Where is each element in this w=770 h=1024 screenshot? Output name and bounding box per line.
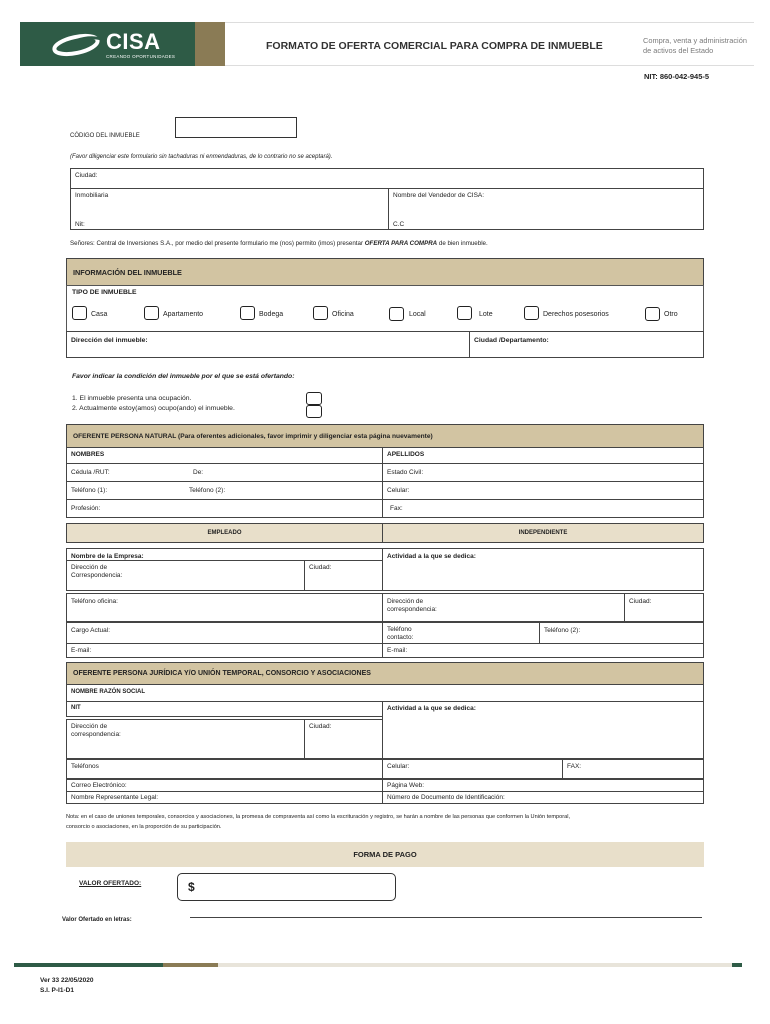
valor-ofertado-label: VALOR OFERTADO: [79, 880, 142, 887]
condicion-title: Favor indicar la condición del inmueble por el que se está ofertando: [72, 373, 295, 380]
empresa-label: Nombre de la Empresa: [71, 553, 144, 560]
vendedor-label: Nombre del Vendedor de CISA: [393, 192, 485, 199]
independiente-direccion-label-2: correspondencia: [387, 605, 437, 613]
local-checkbox[interactable] [389, 307, 404, 321]
forma-pago-title: FORMA DE PAGO [353, 850, 417, 859]
apartamento-label: Apartamento [163, 311, 204, 318]
profesion-field[interactable] [66, 499, 383, 518]
logo-block [20, 22, 195, 66]
documento-label: Número de Documento de Identificación: [387, 794, 505, 801]
telefono-contacto-label-1: Teléfono [387, 626, 412, 633]
actividad-field[interactable] [382, 548, 704, 591]
intro-part-1: Señores: Central de Inversiones S.A., por medio del presente formulario me (nos) permito (imos) presentar [70, 240, 365, 247]
otro-checkbox[interactable] [645, 307, 660, 321]
correo-label: Correo Electrónico: [71, 782, 127, 789]
condicion-opt1-label: 1. El inmueble presenta una ocupación. [72, 395, 192, 402]
slogan-line-1: Compra, venta y administración [643, 36, 747, 45]
inmobiliaria-nit-label: Nit: [75, 221, 85, 228]
cargo-field[interactable] [66, 622, 383, 644]
juridica-celular-field[interactable] [382, 759, 563, 779]
apellidos-field[interactable] [382, 447, 704, 464]
empleado-email-label: E-mail: [71, 647, 92, 654]
direccion-inmueble-label: Dirección del inmueble: [71, 337, 148, 344]
cargo-label: Cargo Actual: [71, 627, 111, 634]
independiente-email-label: E-mail: [387, 647, 408, 654]
juridica-celular-label: Celular: [387, 763, 410, 770]
footer-bar-end [732, 963, 742, 967]
ciudad-depto-field[interactable] [469, 331, 704, 358]
footer-bar-green [14, 963, 163, 967]
razon-social-field[interactable] [66, 684, 704, 702]
profesion-label: Profesión: [71, 505, 101, 512]
condicion-opt2-label: 2. Actualmente estoy(amos) ocupo(ando) el inmueble. [72, 405, 235, 412]
footer-code: S.I. P-I1-D1 [40, 987, 74, 994]
vendedor-field[interactable] [388, 188, 704, 230]
de-label: De: [193, 469, 204, 476]
header-title-area [225, 22, 635, 66]
telefono-oficina-field[interactable] [66, 593, 383, 622]
derechos-label: Derechos posesorios [543, 311, 609, 318]
codigo-label: CÓDIGO DEL INMUEBLE [70, 133, 140, 139]
empleado-direccion-label-2: Correspondencia: [71, 571, 123, 579]
juridica-telefonos-label: Teléfonos [71, 763, 99, 770]
valor-letras-label: Valor Ofertado en letras: [62, 917, 132, 923]
oficina-checkbox[interactable] [313, 306, 328, 320]
header-bar [20, 22, 754, 66]
representante-label: Nombre Representante Legal: [71, 794, 159, 801]
lote-label: Lote [479, 311, 493, 318]
razon-social-label: NOMBRE RAZÓN SOCIAL [71, 689, 145, 695]
juridica-ciudad-label: Ciudad: [309, 723, 332, 730]
tipo-inmueble-label: TIPO DE INMUEBLE [72, 289, 137, 296]
juridica-section-header [66, 662, 704, 685]
juridica-fax-field[interactable] [562, 759, 704, 779]
ciudad-field[interactable] [70, 168, 704, 189]
empleado-label: EMPLEADO [207, 530, 242, 536]
independiente-direccion-label-1: Dirección de [387, 598, 424, 605]
ciudad-depto-label: Ciudad /Departamento: [474, 337, 549, 344]
juridica-nit-label: NIT [71, 705, 81, 711]
natural-section-title: OFERENTE PERSONA NATURAL (Para oferentes adicionales, favor imprimir y diligenciar esta página nuevamente) [73, 432, 433, 440]
header-slogan [635, 22, 754, 66]
empleado-direccion-label-1: Dirección de [71, 564, 108, 571]
inmobiliaria-label: Inmobiliaria [75, 192, 109, 199]
juridica-actividad-label: Actividad a la que se dedica: [387, 705, 476, 712]
independiente-label: INDEPENDIENTE [518, 530, 568, 536]
casa-label: Casa [91, 311, 108, 318]
independiente-telefono2-field[interactable] [539, 622, 704, 644]
otro-label: Otro [664, 311, 678, 318]
juridica-ciudad-field[interactable] [304, 719, 383, 759]
fax-label: Fax: [390, 505, 403, 512]
juridica-nit-field[interactable] [66, 701, 383, 717]
intro-part-3: de bien inmueble. [437, 240, 488, 247]
ciudad-label: Ciudad: [75, 172, 98, 179]
footer-version: Ver 33 22/05/2020 [40, 977, 94, 984]
independiente-ciudad-field[interactable] [624, 593, 704, 622]
pagina-web-label: Página Web: [387, 782, 425, 789]
brand-name: CISA [106, 29, 161, 54]
intro-part-2: OFERTA PARA COMPRA [364, 240, 438, 247]
slogan-line-2: de activos del Estado [643, 46, 714, 55]
empleado-ciudad-field[interactable] [304, 560, 383, 591]
estado-civil-field[interactable] [382, 463, 704, 482]
form-title: FORMATO DE OFERTA COMERCIAL PARA COMPRA DE INMUEBLE [266, 40, 603, 52]
estado-civil-label: Estado Civil: [387, 469, 424, 476]
brand-tagline: CREANDO OPORTUNIDADES [106, 54, 176, 59]
telefono-oficina-label: Teléfono oficina: [71, 598, 118, 605]
fax-field[interactable] [382, 499, 704, 518]
casa-checkbox[interactable] [72, 306, 87, 320]
condicion-opt2-checkbox[interactable] [306, 405, 322, 418]
juridica-section-title: OFERENTE PERSONA JURÍDICA Y/O UNIÓN TEMPORAL, CONSORCIO Y ASOCIACIONES [73, 670, 371, 677]
empleado-direccion-field[interactable] [66, 560, 305, 591]
nota-line-2: consorcio o asociaciones, en la proporción de su participación. [66, 824, 222, 830]
independiente-header [382, 523, 704, 543]
vendedor-cc-label: C.C [393, 221, 405, 228]
empleado-header [66, 523, 383, 543]
independiente-ciudad-label: Ciudad: [629, 598, 652, 605]
empleado-ciudad-label: Ciudad: [309, 564, 332, 571]
telefono2-label: Teléfono (2): [189, 487, 226, 494]
bodega-label: Bodega [259, 311, 284, 318]
celular-label: Celular: [387, 487, 410, 494]
documento-field[interactable] [382, 791, 704, 804]
nit-label: NIT: 860-042-945-5 [644, 72, 710, 81]
valor-letras-line[interactable] [190, 917, 702, 918]
cedula-label: Cédula /RUT: [71, 469, 110, 476]
nombres-field[interactable] [66, 447, 383, 464]
independiente-email-field[interactable] [382, 643, 704, 658]
codigo-input[interactable] [175, 117, 297, 138]
apellidos-label: APELLIDOS [387, 451, 425, 458]
condicion-opt1-checkbox[interactable] [306, 392, 322, 405]
tipo-inmueble-box [66, 285, 704, 332]
nombres-label: NOMBRES [71, 451, 105, 458]
footer-bar-olive [163, 963, 218, 967]
valor-ofertado-input[interactable] [177, 873, 396, 901]
telefono-contacto-field[interactable] [382, 622, 540, 644]
cedula-field[interactable] [66, 463, 383, 482]
intro-text [70, 240, 488, 247]
actividad-label: Actividad a la que se dedica: [387, 553, 476, 560]
independiente-direccion-field[interactable] [382, 593, 625, 622]
juridica-direccion-label-2: correspondencia: [71, 730, 121, 738]
lote-checkbox[interactable] [457, 306, 472, 320]
direccion-inmueble-field[interactable] [66, 331, 470, 358]
oficina-label: Oficina [332, 311, 354, 318]
apartamento-checkbox[interactable] [144, 306, 159, 320]
juridica-direccion-field[interactable] [66, 719, 305, 759]
empleado-email-field[interactable] [66, 643, 383, 658]
juridica-direccion-label-1: Dirección de [71, 723, 108, 730]
juridica-actividad-field[interactable] [382, 701, 704, 759]
nota-line-1: Nota: en el caso de uniones temporales, consorcios y asociaciones, la promesa de compraventa así como la escrituración y registro, se harán a nombre de las personas que conformen la Unión temporal, [66, 814, 571, 820]
local-label: Local [409, 311, 426, 318]
bodega-checkbox[interactable] [240, 306, 255, 320]
forma-pago-header [66, 842, 704, 867]
header-olive-strip [195, 22, 225, 66]
juridica-telefonos-field[interactable] [66, 759, 383, 779]
natural-section-header [66, 424, 704, 448]
currency-symbol: $ [188, 880, 195, 894]
representante-field[interactable] [66, 791, 383, 804]
telefono-contacto-label-2: contacto: [387, 633, 414, 641]
codigo-note: (Favor diligenciar este formulario sin tachaduras ni enmendaduras, de lo contrario no se aceptará). [70, 154, 333, 160]
inmueble-section-title: INFORMACIÓN DEL INMUEBLE [73, 267, 182, 277]
footer-bar-light [218, 963, 732, 967]
derechos-checkbox[interactable] [524, 306, 539, 320]
inmobiliaria-field[interactable] [70, 188, 389, 230]
telefono1-label: Teléfono (1): [71, 487, 108, 494]
celular-field[interactable] [382, 481, 704, 500]
juridica-fax-label: FAX: [567, 763, 582, 770]
inmueble-section-header [66, 258, 704, 286]
independiente-telefono2-label: Teléfono (2): [544, 627, 581, 634]
